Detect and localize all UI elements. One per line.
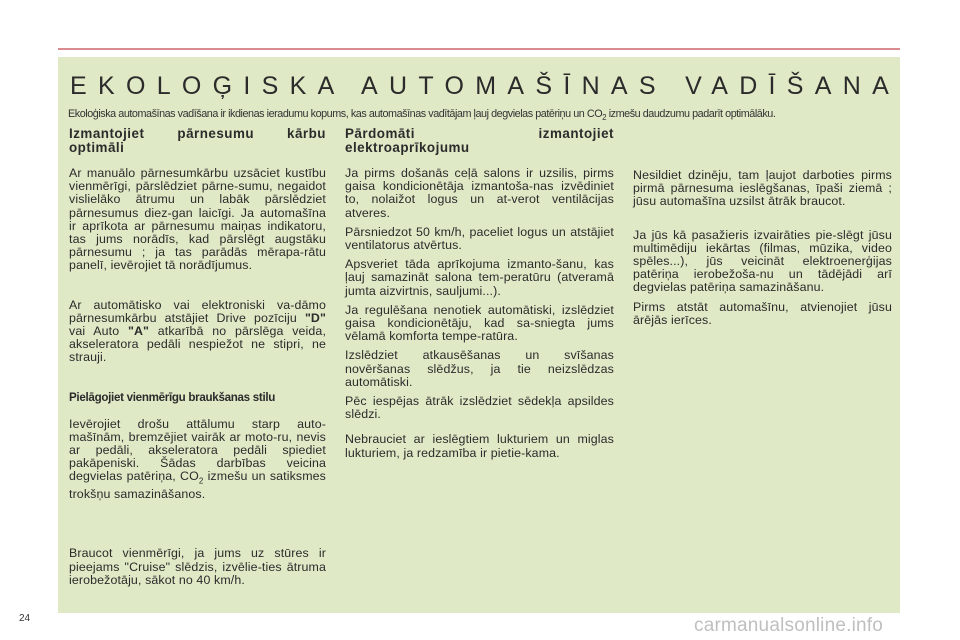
- section-heading-gearbox: Izmantojiet pārnesumu kārbu optimāli: [69, 126, 326, 155]
- column-engine: [633, 169, 892, 327]
- paragraph-multimedia: Ja jūs kā pasažieris izvairāties pie-slēgt jūsu multimēdiju iekārtas (filmas, mūzika, video spēles...), jūs veicināt elektroenerģijas patēriņa ierobežoša-nu un tādējādi arī degvielas patēriņa samazināšanu.: [633, 227, 892, 295]
- paragraph-equipment: Apsveriet tāda aprīkojuma izmanto-šanu, kas ļauj samazināt salona tem-peratūru (atveramā jumta aizvirtnis, sauljumi...).: [345, 257, 614, 298]
- paragraph-lights: Nebrauciet ar ieslēgtiem lukturiem un miglas lukturiem, ja redzamība ir pietie-kama.: [345, 432, 614, 460]
- top-rule: [58, 48, 900, 50]
- paragraph-manual-gearbox: Ar manuālo pārnesumkārbu uzsāciet kustību vienmērīgi, pārslēdziet pārne-sumu, negaidot vislielāko ātrumu un labāk pārslēdziet pārnesumus diez-gan laicīgi. Ja automašīna ir aprīkota ar pārnesumu maiņas indikatoru, tas jums norādīs, kad pārslēgt augstāku pārnesumu ; ja tas parādās mērapa-rātu panelī, ievērojiet tā norādījumus.: [69, 166, 326, 273]
- paragraph-windows: Pārsniedzot 50 km/h, paceliet logus un atstājiet ventilatorus atvērtus.: [345, 224, 614, 253]
- paragraph-automatic-gearbox: Ar automātisko vai elektroniski va-dāmo pārnesumkārbu atstājiet Drive pozīciju "D" vai Auto "A" atkarībā no pārslēga veida, akseleratora pedāli nespiežot ne stipri, ne strauji.: [69, 297, 327, 365]
- paragraph-external-devices: Pirms atstāt automašīnu, atvienojiet jūsu ārējās ierīces.: [633, 299, 892, 327]
- paragraph-ventilate: Ja pirms došanās ceļā salons ir uzsilis, pirms gaisa kondicionētāja izmantoša-nas izvēdiniet to, nolaižot logus un at-verot ventilācijas atveres.: [345, 166, 614, 220]
- page-subtitle: [68, 108, 894, 124]
- column-electrical: [345, 127, 614, 460]
- subtitle-text-end: izmešu daudzumu padarīt optimālāku.: [606, 108, 776, 120]
- paragraph-safe-distance: Ievērojiet drošu attālumu starp auto-mašīnām, bremzējiet vairāk ar moto-ru, nevis ar pedāli, akseleratora pedāli spiediet pakāpeniski. Šādas darbības veicina degvielas patēriņa, $CO_2$ izmešu un satiksmes trokšņu samazināšanos.: [69, 416, 326, 502]
- watermark: carmanualsonline.info: [694, 615, 884, 636]
- paragraph-seat-heating: Pēc iespējas ātrāk izslēdziet sēdekļa apsildes slēdzi.: [345, 394, 614, 422]
- column-gearbox: [69, 127, 326, 587]
- paragraph-defrost: Izslēdziet atkausēšanas un svīšanas novēršanas slēdžus, ja tie neizslēdzas automātiski.: [345, 348, 614, 389]
- page-number: 24: [19, 613, 31, 624]
- section-heading-electrical: Pārdomāti izmantojiet elektroaprīkojumu: [345, 126, 614, 155]
- paragraph-warm-up: Nesildiet dzinēju, tam ļaujot darboties pirms pirmā pārnesuma ieslēgšanas, īpaši ziemā ; jūsu automašīna uzsilst ātrāk braucot.: [633, 168, 892, 209]
- subheading-driving-style: Pielāgojiet vienmērīgu braukšanas stilu: [69, 390, 276, 404]
- subtitle-subscript: 2: [602, 113, 607, 123]
- auto-label: "A": [127, 324, 150, 339]
- paragraph-cruise: Braucot vienmērīgi, ja jums uz stūres ir pieejams "Cruise" slēdzis, izvēlie-ties ātruma ierobežotāju, sākot no 40 km/h.: [69, 546, 326, 587]
- drive-label: "D": [304, 310, 326, 325]
- subtitle-text: Ekoloģiska automašīnas vadīšana ir ikdienas ieradumu kopums, kas automašīnas vadītājam ļauj degvielas patēriņu un CO: [68, 108, 603, 120]
- paragraph-air-conditioning: Ja regulēšana nenotiek automātiski, izslēdziet gaisa kondicionētāju, kad sa-sniegta jums vēlamā komforta tempe-ratūra.: [345, 302, 614, 344]
- page-title: EKOLOĢISKA AUTOMAŠĪNAS VADĪŠANA: [70, 72, 901, 100]
